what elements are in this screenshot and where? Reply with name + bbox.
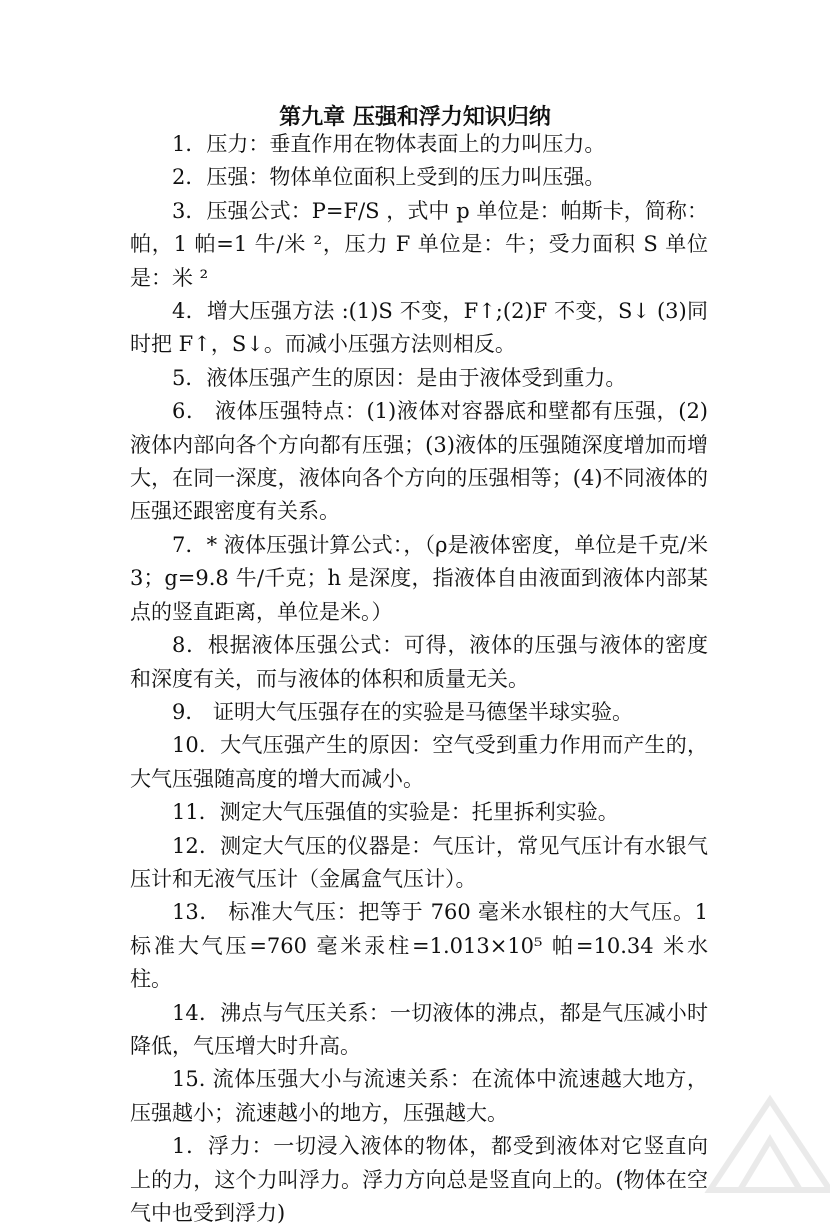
page-title: 第九章 压强和浮力知识归纳 <box>279 105 551 130</box>
paragraph-12: 12．测定大气压的仪器是：气压计，常见气压计有水银气压计和无液气压计（金属盒气压计）。 <box>130 833 708 891</box>
paragraph-6: 6． 液体压强特点：(1)液体对容器底和壁都有压强，(2)液体内部向各个方向都有压强；(3)液体的压强随深度增加而增大，在同一深度，液体向各个方向的压强相等；(4)不同液体的压强还跟密度有关系。 <box>130 399 708 524</box>
paragraph-1: 1．压力：垂直作用在物体表面上的力叫压力。 <box>172 132 606 156</box>
paragraph-11: 11．测定大气压强值的实验是：托里拆利实验。 <box>172 800 619 825</box>
paragraph-buoyancy-1: 1．浮力：一切浸入液体的物体，都受到液体对它竖直向上的力，这个力叫浮力。浮力方向总是竖直向上的。(物体在空气中也受到浮力) <box>130 1134 708 1225</box>
paragraph-7: 7．* 液体压强计算公式：，（ρ是液体密度，单位是千克/米 3；g=9.8 牛/千克；h 是深度，指液体自由液面到液体内部某点的竖直距离，单位是米。） <box>130 532 708 624</box>
paragraph-3: 3．压强公式：P=F/S ，式中 p 单位是：帕斯卡，简称：帕，1 帕=1 牛/米 ²，压力 F 单位是：牛；受力面积 S 单位是：米 ² <box>130 198 708 290</box>
paragraph-5: 5．液体压强产生的原因：是由于液体受到重力。 <box>172 365 627 390</box>
paragraph-2: 2．压强：物体单位面积上受到的压力叫压强。 <box>172 165 606 190</box>
watermark-logo <box>700 1080 830 1200</box>
paragraph-13: 13． 标准大气压：把等于 760 毫米水银柱的大气压。1 标准大气压=760 毫米汞柱=1.013×10⁵ 帕=10.34 米水柱。 <box>130 900 708 992</box>
paragraph-8: 8．根据液体压强公式：可得，液体的压强与液体的密度和深度有关，而与液体的体积和质量无关。 <box>130 633 708 691</box>
document-body <box>130 128 708 1230</box>
paragraph-14: 14．沸点与气压关系：一切液体的沸点，都是气压减小时降低，气压增大时升高。 <box>130 1000 708 1058</box>
paragraph-9: 9． 证明大气压强存在的实验是马德堡半球实验。 <box>172 699 634 724</box>
paragraph-4: 4．增大压强方法 :(1)S 不变，F↑;(2)F 不变，S↓ (3)同时把 F↑，S↓。而减小压强方法则相反。 <box>130 299 708 357</box>
paragraph-15: 15. 流体压强大小与流速关系：在流体中流速越大地方，压强越小；流速越小的地方，压强越大。 <box>130 1067 708 1125</box>
paragraph-10: 10．大气压强产生的原因：空气受到重力作用而产生的，大气压强随高度的增大而减小。 <box>130 733 708 791</box>
